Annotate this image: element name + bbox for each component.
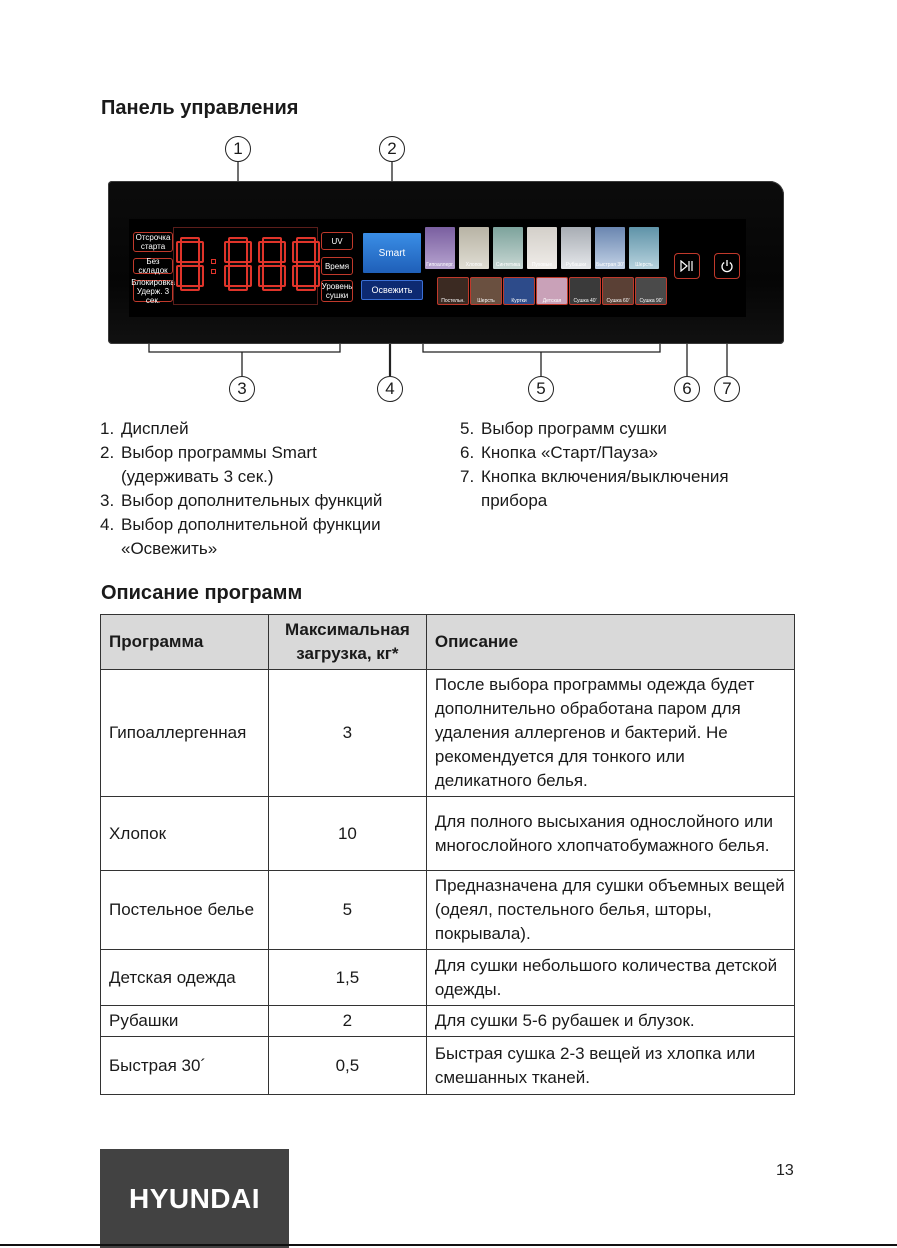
dry-level-button[interactable]: Уровень сушки [321, 282, 353, 300]
legend-item: 3. Выбор дополнительных функций [100, 491, 383, 510]
digit [176, 237, 204, 291]
table-row [101, 1037, 795, 1095]
legend-item: 6. Кнопка «Старт/Пауза» [460, 443, 658, 462]
dry-tile[interactable]: Постельн. [437, 277, 469, 305]
program-tile[interactable]: Рубашки [561, 227, 591, 269]
legend-item-cont: «Освежить» [121, 539, 218, 558]
table-row [101, 950, 795, 1006]
legend-item: 2. Выбор программы Smart [100, 443, 317, 462]
program-tile[interactable]: Быстрая 30' [595, 227, 625, 269]
no-wrinkles-button[interactable]: Без складок [133, 258, 173, 274]
table-row [101, 871, 795, 950]
legend-item: 1. Дисплей [100, 419, 189, 438]
bottom-rule [0, 1244, 897, 1246]
time-button[interactable]: Время [321, 257, 353, 275]
callout-7: 7 [714, 376, 740, 402]
section-title-panel: Панель управления [101, 97, 299, 119]
legend-item: 4. Выбор дополнительной функции [100, 515, 381, 534]
delay-start-button[interactable]: Отсрочка старта [133, 232, 173, 252]
smart-button[interactable]: Smart [363, 233, 421, 273]
load-cell: 1,5 [268, 950, 426, 1006]
control-panel [108, 181, 784, 344]
callout-6: 6 [674, 376, 700, 402]
table-row [101, 1006, 795, 1037]
callout-1: 1 [225, 136, 251, 162]
description-cell: Для сушки 5-6 рубашек и блузок. [426, 1006, 794, 1037]
table-row [101, 670, 795, 797]
legend-item: 7. Кнопка включения/выключения [460, 467, 729, 486]
callout-4: 4 [377, 376, 403, 402]
dry-tile[interactable]: Шерсть [470, 277, 502, 305]
digit [258, 237, 286, 291]
header-description: Описание [426, 615, 794, 670]
description-cell: Для сушки небольшого количества детской одежды. [426, 950, 794, 1006]
callout-5: 5 [528, 376, 554, 402]
start-pause-button[interactable] [674, 253, 700, 279]
table-header-row [101, 615, 795, 670]
page-number: 13 [776, 1162, 794, 1179]
display-digits [176, 237, 320, 291]
digit [292, 237, 320, 291]
dry-tile[interactable]: Куртки [503, 277, 535, 305]
programs-table [100, 614, 795, 1095]
program-tile[interactable]: Шерсть [629, 227, 659, 269]
program-cell: Постельное белье [101, 871, 269, 950]
legend-right [460, 417, 800, 513]
header-program: Программа [101, 615, 269, 670]
program-cell: Быстрая 30´ [101, 1037, 269, 1095]
load-cell: 0,5 [268, 1037, 426, 1095]
power-icon [720, 259, 734, 273]
program-tile[interactable]: Пуховые [527, 227, 557, 269]
uv-button[interactable]: UV [321, 232, 353, 250]
program-cell: Рубашки [101, 1006, 269, 1037]
header-max-load: Максимальная загрузка, кг* [268, 615, 426, 670]
program-tile[interactable]: Гипоаллерг. [425, 227, 455, 269]
description-cell: Предназначена для сушки объемных вещей (одеял, постельного белья, шторы, покрывала). [426, 871, 794, 950]
legend-left [100, 417, 440, 561]
child-lock-button[interactable]: Блокировка Удерж. 3 сек. [131, 277, 175, 305]
description-cell: Для полного высыхания однослойного или многослойного хлопчатобумажного белья. [426, 797, 794, 871]
refresh-button[interactable]: Освежить [361, 280, 423, 300]
power-button[interactable] [714, 253, 740, 279]
legend-item: 5. Выбор программ сушки [460, 419, 667, 438]
load-cell: 3 [268, 670, 426, 797]
dry-tile[interactable]: Детская [536, 277, 568, 305]
display-colon [210, 237, 218, 291]
digit [224, 237, 252, 291]
program-cell: Детская одежда [101, 950, 269, 1006]
dry-tile[interactable]: Сушка 60' [602, 277, 634, 305]
program-tile[interactable]: Синтетика [493, 227, 523, 269]
description-cell: Быстрая сушка 2-3 вещей из хлопка или смешанных тканей. [426, 1037, 794, 1095]
program-tile[interactable]: Хлопок [459, 227, 489, 269]
load-cell: 2 [268, 1006, 426, 1037]
callout-3: 3 [229, 376, 255, 402]
dry-tile[interactable]: Сушка 40' [569, 277, 601, 305]
load-cell: 5 [268, 871, 426, 950]
callout-2: 2 [379, 136, 405, 162]
program-cell: Хлопок [101, 797, 269, 871]
load-cell: 10 [268, 797, 426, 871]
legend-item-cont: прибора [481, 491, 548, 510]
section-title-programs: Описание программ [101, 582, 303, 604]
play-pause-icon [680, 260, 694, 272]
brand-logo: HYUNDAI [100, 1149, 289, 1248]
dry-tile[interactable]: Сушка 90' [635, 277, 667, 305]
table-row [101, 797, 795, 871]
description-cell: После выбора программы одежда будет дополнительно обработана паром для удаления аллергенов и бактерий. Не рекомендуется для тонкого или деликатного белья. [426, 670, 794, 797]
program-cell: Гипоаллергенная [101, 670, 269, 797]
legend-item-cont: (удерживать 3 сек.) [121, 467, 274, 486]
